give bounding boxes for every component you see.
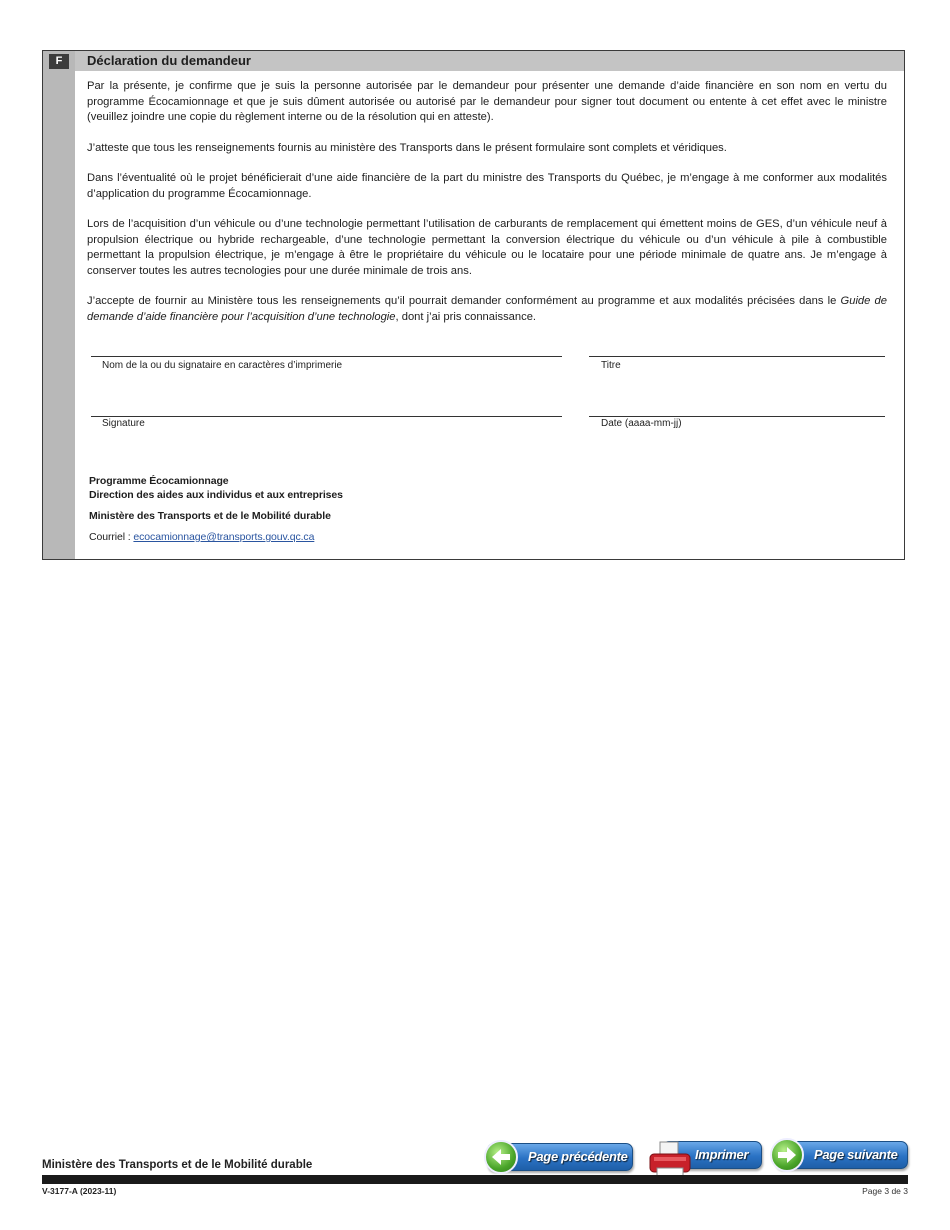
form-code: V-3177-A (2023-11): [42, 1186, 117, 1196]
forward-arrow-icon: [770, 1138, 804, 1172]
footer-organization: Ministère des Transports et de le Mobilité durable: [42, 1159, 313, 1171]
section-side-bar: [43, 51, 75, 559]
section-letter: F: [49, 54, 69, 69]
contact-direction: Direction des aides aux individus et aux entreprises: [89, 489, 343, 501]
paragraph: Dans l’éventualité où le projet bénéficierait d’une aide financière de la part du ministre des Transports du Québec, je m’engage à me conformer aux modalités d’application du programme Écocamionnage.: [87, 172, 887, 200]
paragraph: J’atteste que tous les renseignements fournis au ministère des Transports dans le présent formulaire sont complets et véridiques.: [87, 141, 727, 154]
declaration-text: [87, 79, 887, 340]
section-title: Déclaration du demandeur: [87, 53, 251, 68]
contact-email-line: Courriel : ecocamionnage@transports.gouv.qc.ca: [89, 531, 315, 543]
back-arrow-icon: [484, 1140, 518, 1174]
next-page-label: Page suivante: [814, 1147, 898, 1162]
section-header: [75, 51, 904, 71]
previous-page-label: Page précédente: [528, 1149, 628, 1164]
previous-page-button[interactable]: [487, 1143, 633, 1171]
name-field-label: Nom de la ou du signataire en caractères d’imprimerie: [102, 360, 343, 371]
contact-ministry: Ministère des Transports et de le Mobilité durable: [89, 510, 331, 522]
contact-program: Programme Écocamionnage: [89, 475, 229, 487]
title-field-label: Titre: [601, 360, 621, 371]
page-number: Page 3 de 3: [862, 1186, 908, 1196]
title-field[interactable]: [589, 356, 885, 371]
footer-divider: [42, 1175, 908, 1184]
next-page-button[interactable]: [775, 1141, 908, 1169]
paragraph: Par la présente, je confirme que je suis la personne autorisée par le demandeur pour présenter une demande d’aide financière en son nom en vertu du programme Écocamionnage et que je suis dûment autorisée ou autorisé par le demandeur pour signer tout document ou entente à cet effet avec le ministre (veuillez joindre une copie du règlement interne ou de la résolution qui en atteste).: [87, 80, 887, 123]
declaration-section: [42, 50, 905, 560]
print-button[interactable]: [648, 1140, 762, 1180]
paragraph-guide: J’accepte de fournir au Ministère tous les renseignements qu’il pourrait demander conformément au programme et aux modalités précisées dans le Guide de demande d’aide financière pour l’acquisition d’une technologie, dont j’ai pris connaissance.: [87, 295, 888, 323]
signature-field-label: Signature: [102, 418, 145, 429]
signature-field[interactable]: [91, 416, 562, 431]
guide-title: Guide de demande d’aide financière pour l’acquisition d’une technologie: [87, 295, 888, 323]
paragraph: Lors de l’acquisition d’un véhicule ou d’une technologie permettant l’utilisation de carburants de remplacement qui émettent moins de GES, d’un véhicule neuf à propulsion électrique ou hybride rechargeable, d’une technologie permettant la conversion électrique du véhicule ou d’un véhicule à pile à combustible permettant la propulsion électrique, je m’engage à être le propriétaire du véhicule ou le locataire pour une période minimale de quatre ans. Je m’engage à conserver toutes les autres tecnologies pour une durée minimale de trois ans.: [87, 218, 887, 277]
print-label: Imprimer: [695, 1147, 749, 1162]
email-link[interactable]: ecocamionnage@transports.gouv.qc.ca: [133, 531, 315, 543]
date-field-label: Date (aaaa-mm-jj): [601, 418, 682, 429]
